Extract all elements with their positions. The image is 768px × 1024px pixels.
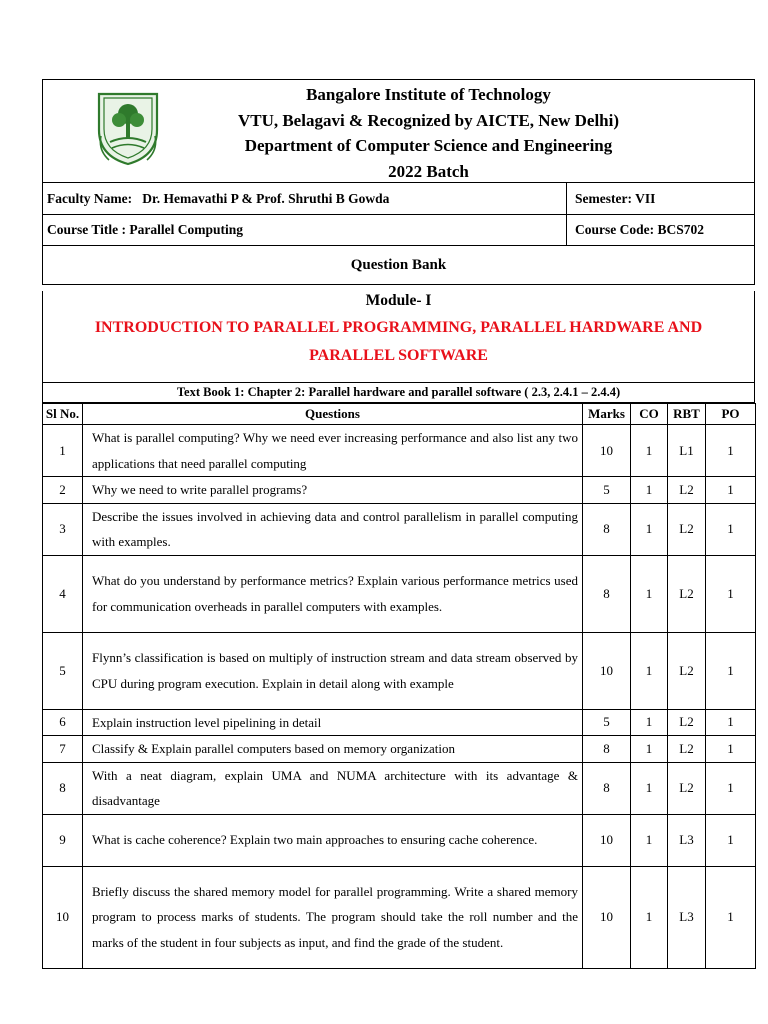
- module-header: [42, 291, 755, 383]
- rbt-cell: L2: [668, 736, 706, 763]
- table-row: [43, 866, 756, 968]
- sl-no-cell: 6: [43, 709, 83, 736]
- sl-no-cell: 3: [43, 503, 83, 555]
- po-cell: 1: [706, 425, 756, 477]
- co-cell: 1: [631, 503, 668, 555]
- question-cell: Why we need to write parallel programs?: [83, 477, 583, 504]
- sl-no-cell: 4: [43, 555, 83, 632]
- marks-cell: 8: [583, 762, 631, 814]
- po-cell: 1: [706, 866, 756, 968]
- po-cell: 1: [706, 762, 756, 814]
- question-cell: With a neat diagram, explain UMA and NUMA architecture with its advantage & disadvantage: [83, 762, 583, 814]
- table-row: [43, 503, 756, 555]
- marks-cell: 10: [583, 866, 631, 968]
- marks-cell: 10: [583, 632, 631, 709]
- column-header-po: PO: [706, 404, 756, 425]
- institute-name: Bangalore Institute of Technology: [306, 85, 551, 104]
- module-title: INTRODUCTION TO PARALLEL PROGRAMMING, PARALLEL HARDWARE AND PARALLEL SOFTWARE: [94, 319, 703, 364]
- po-cell: 1: [706, 632, 756, 709]
- course-code: Course Code: BCS702: [575, 222, 705, 237]
- rbt-cell: L1: [668, 425, 706, 477]
- department-name: Department of Computer Science and Engineering: [244, 136, 613, 155]
- column-header-slno: Sl No.: [43, 404, 83, 425]
- po-cell: 1: [706, 814, 756, 866]
- textbook-reference: Text Book 1: Chapter 2: Parallel hardware and parallel software ( 2.3, 2.4.1 – 2.4.4): [42, 383, 755, 403]
- co-cell: 1: [631, 736, 668, 763]
- table-row: [43, 709, 756, 736]
- question-cell: Classify & Explain parallel computers based on memory organization: [83, 736, 583, 763]
- po-cell: 1: [706, 709, 756, 736]
- institute-emblem-icon: [95, 90, 161, 166]
- question-cell: Explain instruction level pipelining in detail: [83, 709, 583, 736]
- marks-cell: 8: [583, 555, 631, 632]
- rbt-cell: L3: [668, 814, 706, 866]
- sl-no-cell: 7: [43, 736, 83, 763]
- institute-affiliation: VTU, Belagavi & Recognized by AICTE, New Delhi): [237, 110, 620, 130]
- table-row: [43, 736, 756, 763]
- marks-cell: 8: [583, 503, 631, 555]
- po-cell: 1: [706, 736, 756, 763]
- co-cell: 1: [631, 477, 668, 504]
- rbt-cell: L3: [668, 866, 706, 968]
- po-cell: 1: [706, 477, 756, 504]
- sl-no-cell: 9: [43, 814, 83, 866]
- faculty-row: [42, 183, 755, 215]
- semester: Semester: VII: [575, 190, 656, 206]
- sl-no-cell: 5: [43, 632, 83, 709]
- marks-cell: 10: [583, 814, 631, 866]
- sl-no-cell: 10: [43, 866, 83, 968]
- questions-table: [42, 403, 756, 969]
- po-cell: 1: [706, 555, 756, 632]
- rbt-cell: L2: [668, 632, 706, 709]
- rbt-cell: L2: [668, 555, 706, 632]
- marks-cell: 10: [583, 425, 631, 477]
- table-row: [43, 762, 756, 814]
- institute-header: [42, 79, 755, 183]
- table-row: [43, 632, 756, 709]
- co-cell: 1: [631, 709, 668, 736]
- rbt-cell: L2: [668, 762, 706, 814]
- rbt-cell: L2: [668, 477, 706, 504]
- co-cell: 1: [631, 866, 668, 968]
- course-title: Course Title : Parallel Computing: [43, 215, 567, 245]
- question-cell: Describe the issues involved in achieving data and control parallelism in parallel computing with examples.: [83, 503, 583, 555]
- marks-cell: 5: [583, 709, 631, 736]
- sl-no-cell: 8: [43, 762, 83, 814]
- faculty-label: Faculty Name:: [47, 190, 133, 206]
- question-bank-title: Question Bank: [42, 246, 755, 285]
- faculty-cell: [43, 183, 567, 214]
- sl-no-cell: 1: [43, 425, 83, 477]
- batch-label: 2022 Batch: [388, 161, 469, 181]
- question-cell: Briefly discuss the shared memory model for parallel programming. Write a shared memory program to process marks of students. The program should take the roll number and the marks of the student in four subjects as input, and find the grade of the student.: [83, 866, 583, 968]
- table-row: [43, 555, 756, 632]
- table-header-row: [43, 404, 756, 425]
- question-bank-document: [42, 79, 755, 969]
- column-header-marks: Marks: [583, 404, 631, 425]
- table-row: [43, 477, 756, 504]
- sl-no-cell: 2: [43, 477, 83, 504]
- co-cell: 1: [631, 814, 668, 866]
- table-row: [43, 814, 756, 866]
- column-header-questions: Questions: [83, 404, 583, 425]
- question-cell: What do you understand by performance metrics? Explain various performance metrics used for communication overheads in parallel computers with examples.: [83, 555, 583, 632]
- question-cell: Flynn’s classification is based on multiply of instruction stream and data stream observed by CPU during program execution. Explain in detail along with example: [83, 632, 583, 709]
- co-cell: 1: [631, 632, 668, 709]
- question-cell: What is cache coherence? Explain two main approaches to ensuring cache coherence.: [83, 814, 583, 866]
- rbt-cell: L2: [668, 709, 706, 736]
- co-cell: 1: [631, 425, 668, 477]
- module-label: Module- I: [365, 292, 432, 309]
- marks-cell: 8: [583, 736, 631, 763]
- column-header-co: CO: [631, 404, 668, 425]
- course-row: [42, 215, 755, 246]
- column-header-rbt: RBT: [668, 404, 706, 425]
- co-cell: 1: [631, 762, 668, 814]
- rbt-cell: L2: [668, 503, 706, 555]
- question-cell: What is parallel computing? Why we need ever increasing performance and also list any two applications that need parallel computing: [83, 425, 583, 477]
- table-row: [43, 425, 756, 477]
- co-cell: 1: [631, 555, 668, 632]
- marks-cell: 5: [583, 477, 631, 504]
- po-cell: 1: [706, 503, 756, 555]
- faculty-name: Dr. Hemavathi P & Prof. Shruthi B Gowda: [142, 190, 390, 206]
